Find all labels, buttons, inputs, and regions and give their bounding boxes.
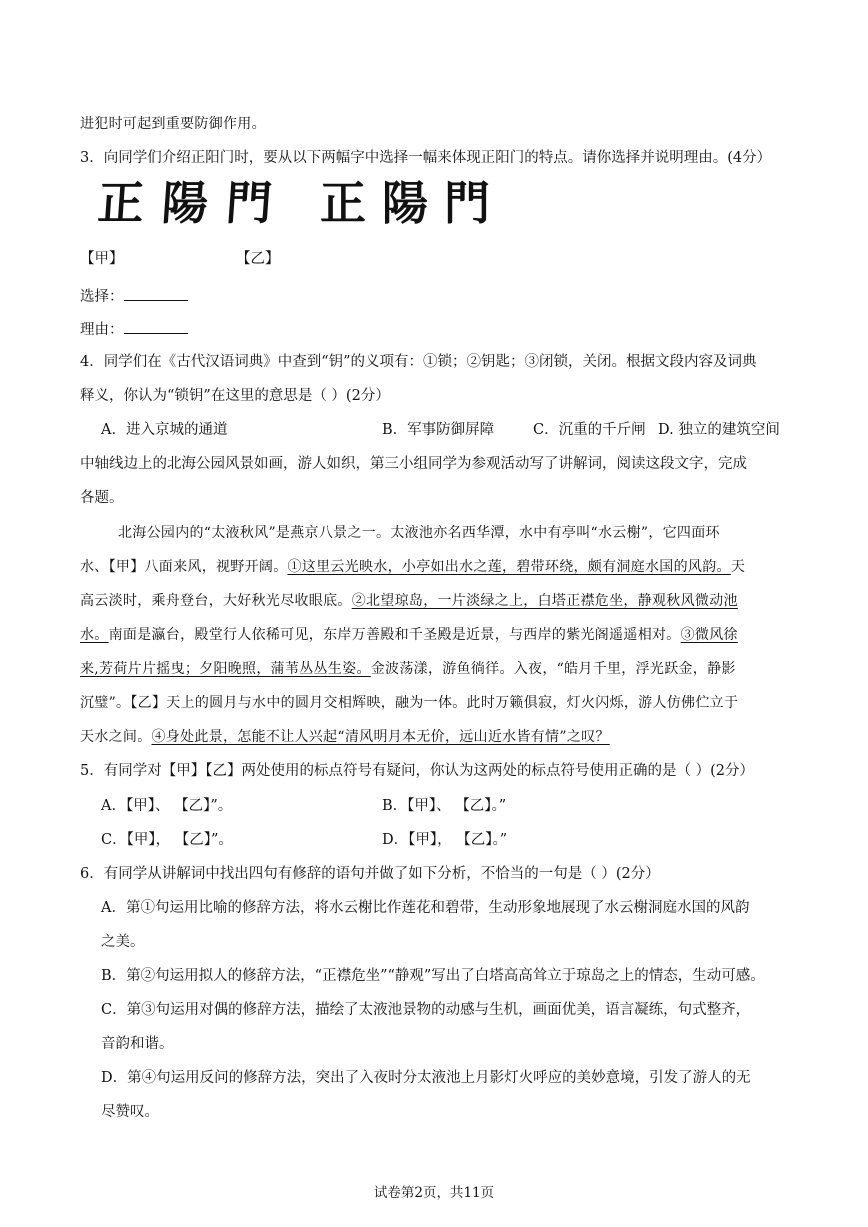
sentence-1: ①这里云光映水，小亭如出水之莲，碧带环绕，颇有洞庭水国的风韵。 [287,559,731,575]
q6-option-d-line2: 尽赞叹。 [101,1104,159,1120]
sentence-2: ②北望琼岛，一片淡绿之上，白塔正襟危坐，静观秋风微动池 [351,593,738,609]
passage-line1: 北海公园内的“太液秋风”是燕京八景之一。太液池亦名西华潭，水中有亭叫“水云榭”，它四面环 [118,525,720,541]
q6-option-b: B．第②句运用拟人的修辞方法，“正襟危坐”“静观”写出了白塔高高耸立于琼岛之上的情态，生动可感。 [101,968,765,984]
q5-option-d: D．【甲】， 【乙】。” [382,832,508,848]
reason-blank[interactable] [124,321,188,334]
q5-option-c: C．【甲】， 【乙】”。 [101,832,233,848]
passage-line2 [80,560,745,574]
select-label: 选择： [80,289,124,305]
sentence-4: ④身处此景，怎能不让人兴起“清风明月本无价，远山近水皆有情”之叹？ [151,729,610,745]
q4-option-b: B．军事防御屏障 [382,422,495,438]
passage-line6: 沉璧”。【乙】天上的圆月与水中的圆月交相辉映，融为一体。此时万籁俱寂，灯火闪烁，游人仿佛伫立于 [80,695,739,711]
q4-option-c: C．沉重的千斤闸 [533,422,646,438]
continued-text: 进犯时可起到重要防御作用。 [80,116,266,132]
q6-option-a-line2: 之美。 [101,934,145,950]
passage-text: 天 [730,559,746,575]
question-3: 3．向同学们介绍正阳门时，要从以下两幅字中选择一幅来体现正阳门的特点。请你选择并说明理由。(4分） [80,150,772,166]
question-5: 5．有同学对【甲】【乙】两处使用的标点符号有疑问，你认为这两处的标点符号使用正确的是（ ）(2分） [80,763,754,779]
passage-line7 [80,730,610,744]
q6-option-c-line1: C．第③句运用对偶的修辞方法，描绘了太液池景物的动感与生机，画面优美，语言凝练，句式整齐， [101,1002,751,1018]
passage-line4 [80,628,738,642]
label-yi: 【乙】 [236,251,280,267]
passage-text: 水、【甲】八面来风，视野开阔。 [80,559,288,575]
calligraphy-jia: 正陽門 [96,176,292,230]
select-blank[interactable] [124,288,188,301]
q5-option-b: B．【甲】、 【乙】。” [382,798,507,814]
intro-line2: 各题。 [80,490,124,506]
q4-option-d: D. 独立的建筑空间 [658,422,780,438]
passage-text: 天水之间。 [80,729,152,745]
reason-line [80,321,188,338]
calligraphy-yi: 正陽門 [320,176,506,230]
label-jia: 【甲】 [80,251,124,267]
question-4-line2: 释义，你认为“锁钥”在这里的意思是（ ）(2分） [80,388,390,404]
q4-option-a: A．进入京城的通道 [101,422,228,438]
q6-option-d-line1: D．第④句运用反问的修辞方法，突出了入夜时分太液池上月影灯火呼应的美妙意境，引发了游人的无 [101,1070,751,1086]
intro-line1: 中轴线边上的北海公园风景如画，游人如织，第三小组同学为参观活动写了讲解词，阅读这段文字，完成 [80,456,747,472]
q6-option-c-line2: 音韵和谐。 [101,1036,174,1052]
sentence-2-end: 水。 [80,627,109,643]
sentence-3-end: 来,芳荷片片摇曳；夕阳晚照，蒲苇丛丛生姿。 [80,661,371,677]
sentence-3: ③微风徐 [680,627,738,643]
passage-text: 高云淡时，乘舟登台，大好秋光尽收眼底。 [80,593,352,609]
q5-option-a: A．【甲】、 【乙】”。 [101,798,233,814]
select-line [80,288,188,305]
reason-label: 理由： [80,322,124,338]
passage-line3 [80,594,738,608]
question-4-line1: 4．同学们在《古代汉语词典》中查到“钥”的义项有：①锁；②钥匙；③闭锁，关闭。根据文段内容及词典 [80,354,757,370]
passage-line5 [80,662,736,676]
passage-text: 南面是瀛台，殿堂行人依稀可见，东岸万善殿和千圣殿是近景，与西岸的紫光阁遥遥相对。 [108,627,681,643]
question-6: 6．有同学从讲解词中找出四句有修辞的语句并做了如下分析，不恰当的一句是（ ）(2分） [80,866,660,882]
q6-option-a-line1: A．第①句运用比喻的修辞方法，将水云榭比作莲花和碧带，生动形象地展现了水云榭洞庭水国的风韵 [101,900,750,916]
passage-text: 金波荡漾，游鱼徜徉。入夜，“皓月千里，浮光跃金，静影 [370,661,736,677]
page-footer: 试卷第2页，共11页 [373,1185,495,1201]
